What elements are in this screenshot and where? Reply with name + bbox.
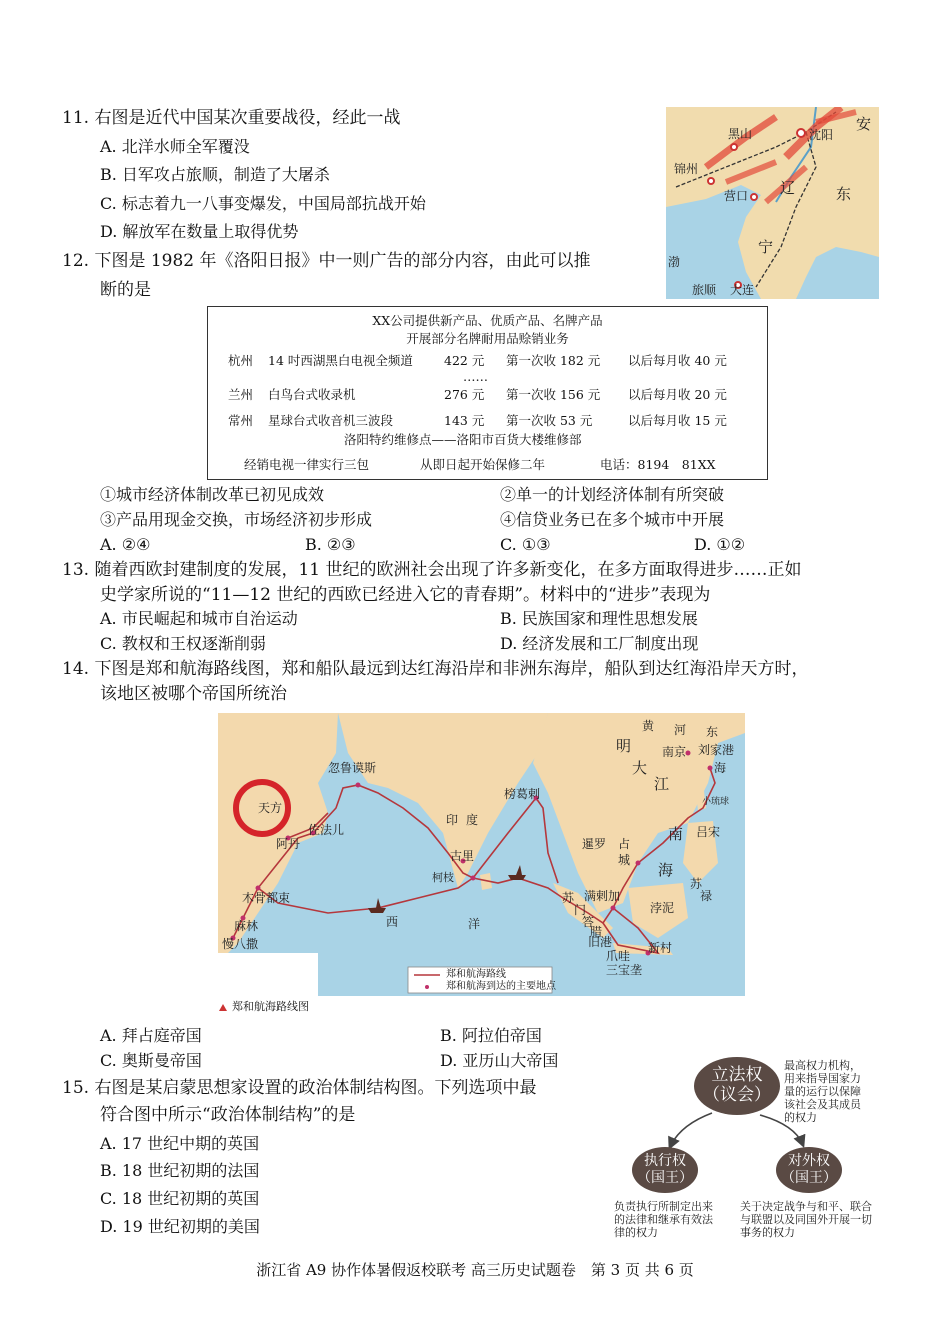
q11-option-b: B. 日军攻占旅顺，制造了大屠杀 <box>100 165 330 184</box>
ad-row3-item: 星球台式收音机三波段 <box>268 413 394 428</box>
executive-desc-line: 负责执行所制定出来 <box>614 1200 713 1213</box>
q14-stem-line1: 14. 下图是郑和航海路线图，郑和船队最远到达红海沿岸和非洲东海岸，船队到达红海沿岸天方时， <box>62 659 809 679</box>
q14-label-adan: 阿丹 <box>276 837 301 851</box>
q14-label-hai1: 海 <box>714 761 727 775</box>
q11-label-liao: 辽 <box>780 179 796 197</box>
legislative-label: 立法权 <box>711 1065 763 1085</box>
executive-node <box>632 1147 698 1193</box>
ad-title2: 开展部分名牌耐用品赊销业务 <box>406 331 569 346</box>
ad-row1-price: 422 元 <box>444 353 485 368</box>
q13-stem-line1: 13. 随着西欧封建制度的发展，11 世纪的欧洲社会出现了许多新变化，在多方面取得进步……正如 <box>62 560 802 580</box>
federative-desc-line: 事务的权力 <box>740 1226 795 1239</box>
q11-stem: 11. 右图是近代中国某次重要战役，经此一战 <box>62 108 401 128</box>
q14-label-da: 大 <box>632 759 648 777</box>
q14-option-d: D. 亚历山大帝国 <box>440 1051 559 1070</box>
q14-label-la: 腊 <box>590 925 603 939</box>
q12-option-b: B. ②③ <box>305 535 356 554</box>
legislative-description <box>784 1059 861 1124</box>
q11-label-dong: 东 <box>836 185 852 203</box>
federative-sub: （国王） <box>781 1170 837 1186</box>
federative-desc-line: 与联盟以及同国外开展一切 <box>740 1213 872 1226</box>
q14-label-he: 河 <box>674 723 687 737</box>
q14-label-su: 苏 <box>690 877 703 891</box>
q14-option-a: A. 拜占庭帝国 <box>100 1026 202 1045</box>
q14-label-tianfang: 天方 <box>258 801 283 815</box>
ad-row3-city: 常州 <box>228 413 254 428</box>
ad-footer-right: 电话：8194 81XX <box>600 457 716 472</box>
q14-label-malin: 麻林 <box>234 919 259 933</box>
federative-desc-line: 关于决定战争与和平、联合 <box>740 1200 872 1213</box>
ad-footer-mid: 从即日起开始保修二年 <box>420 457 546 472</box>
q15-option-d: D. 19 世纪初期的美国 <box>100 1217 260 1236</box>
q12-option-d: D. ①② <box>694 535 746 554</box>
q11-label-jinzhou: 锦州 <box>674 162 699 176</box>
q14-label-zhan: 占 <box>618 837 631 851</box>
q14-label-nanjing: 南京 <box>662 745 687 759</box>
q11-label-bo: 渤 <box>668 255 681 269</box>
q13-option-c: C. 教权和王权逐渐削弱 <box>100 634 266 653</box>
q11-label-lvshun: 旅顺 <box>692 283 717 297</box>
q14-label-ming: 明 <box>616 737 632 755</box>
ad-row1-monthly: 以后每月收 40 元 <box>628 353 727 368</box>
q15-option-a: A. 17 世纪中期的英国 <box>100 1134 260 1153</box>
q14-option-c: C. 奥斯曼帝国 <box>100 1051 202 1070</box>
q11-label-heishan: 黑山 <box>728 127 753 141</box>
q14-label-manbasa: 慢八撒 <box>222 937 259 951</box>
ad-footer-left: 经销电视一律实行三包 <box>244 457 370 472</box>
q14-label-jiang: 江 <box>654 775 670 793</box>
q11-map-graphic <box>666 107 879 299</box>
q12-statement-1: ①城市经济体制改革已初见成效 <box>100 485 325 504</box>
q14-label-cheng: 城 <box>618 853 631 867</box>
q14-label-boni: 浡泥 <box>650 901 675 915</box>
ad-title1: XX公司提供新产品、优质产品、名牌产品 <box>372 313 603 328</box>
q12-stem-line2: 断的是 <box>100 280 151 300</box>
federative-description <box>740 1200 872 1239</box>
ad-row2-first: 第一次收 156 元 <box>506 387 601 402</box>
q14-label-dong: 东 <box>706 725 719 739</box>
ad-row2-item: 白鸟台式收录机 <box>268 387 356 402</box>
q14-label-men: 门 <box>574 903 587 917</box>
q14-label-yin: 印 <box>446 813 459 827</box>
q12-option-c: C. ①③ <box>500 535 551 554</box>
federative-node <box>776 1147 842 1193</box>
ad-ellipsis: …… <box>463 369 488 384</box>
ad-row3-price: 143 元 <box>444 413 485 428</box>
ad-repair: 洛阳特约维修点——洛阳市百货大楼维修部 <box>344 432 582 447</box>
ad-row1-first: 第一次收 182 元 <box>506 353 601 368</box>
legislative-desc-line: 量的运行以保障 <box>784 1085 861 1098</box>
q14-label-liujiagang: 刘家港 <box>698 743 735 757</box>
q11-label-dalian: 大连 <box>730 283 755 297</box>
q11-label-shenyang: 沈阳 <box>809 128 834 142</box>
q12-advertisement <box>207 306 768 480</box>
q14-label-xincun: 新村 <box>648 941 673 955</box>
q11-label-an: 安 <box>856 115 872 133</box>
q15-option-c: C. 18 世纪初期的英国 <box>100 1189 260 1208</box>
q14-label-zuofaer: 佐法儿 <box>308 823 345 837</box>
q14-label-yang: 洋 <box>468 917 481 931</box>
legislative-sub: （议会） <box>703 1085 771 1105</box>
q14-option-b: B. 阿拉伯帝国 <box>440 1026 542 1045</box>
ad-row3-monthly: 以后每月收 15 元 <box>628 413 727 428</box>
q14-label-jiugang: 旧港 <box>588 935 613 949</box>
ad-row3-first: 第一次收 53 元 <box>506 413 593 428</box>
q12-option-a: A. ②④ <box>100 535 151 554</box>
q11-option-c: C. 标志着九一八事变爆发，中国局部抗战开始 <box>100 194 426 213</box>
q15-stem-line2: 符合图中所示“政治体制结构”的是 <box>100 1105 356 1125</box>
q14-label-hulumosi: 忽鲁谟斯 <box>328 761 377 775</box>
legislative-desc-line: 最高权力机构， <box>784 1059 861 1072</box>
q14-label-manlajia: 满剌加 <box>584 889 621 903</box>
executive-sub: （国王） <box>637 1170 693 1186</box>
q13-option-b: B. 民族国家和理性思想发展 <box>500 609 698 628</box>
q11-label-ning: 宁 <box>758 238 774 256</box>
q15-stem-line1: 15. 右图是某启蒙思想家设置的政治体制结构图。下列选项中最 <box>62 1078 537 1098</box>
q11-label-yingkou: 营口 <box>724 189 749 203</box>
q11-battle-map <box>666 107 879 299</box>
q13-option-d: D. 经济发展和工厂制度出现 <box>500 634 699 653</box>
q15-diagram <box>610 1055 900 1245</box>
q14-label-mugudushu: 木骨都束 <box>242 891 291 905</box>
q12-statement-4: ④信贷业务已在多个城市中开展 <box>500 510 725 529</box>
q14-label-xiaoliuqiu: 小琉球 <box>702 797 730 807</box>
q14-label-zhuawa: 爪哇 <box>606 949 631 963</box>
q14-label-xianluo: 暹罗 <box>582 837 607 851</box>
page-footer: 浙江省 A9 协作体暑假返校联考 高三历史试题卷 第 3 页 共 6 页 <box>256 1261 694 1279</box>
q14-legend-points: 郑和航海到达的主要地点 <box>446 981 556 992</box>
q12-statement-3: ③产品用现金交换，市场经济初步形成 <box>100 510 373 529</box>
q14-label-du: 度 <box>466 813 479 827</box>
q13-option-a: A. 市民崛起和城市自治运动 <box>100 609 298 628</box>
ad-row2-city: 兰州 <box>228 387 254 402</box>
q14-legend-route: 郑和航海路线 <box>446 969 506 980</box>
q14-label-guli: 古里 <box>450 849 475 863</box>
q14-label-xi: 西 <box>386 915 399 929</box>
q14-label-huang: 黄 <box>642 719 655 733</box>
q14-zhenghe-map <box>218 713 745 996</box>
legislative-desc-line: 的权力 <box>784 1111 817 1124</box>
q14-label-kezhi: 柯枝 <box>432 871 454 884</box>
q12-statement-2: ②单一的计划经济体制有所突破 <box>500 485 725 504</box>
ad-row1-item: 14 吋西湖黑白电视全频道 <box>268 353 413 368</box>
q14-label-lu: 禄 <box>700 889 713 903</box>
q14-stem-line2: 该地区被哪个帝国所统治 <box>100 684 287 704</box>
legislative-desc-line: 用来指导国家力 <box>784 1072 861 1085</box>
q14-caption-marker-icon <box>219 1004 227 1011</box>
ad-row1-city: 杭州 <box>228 353 254 368</box>
q14-label-lvsong: 吕宋 <box>696 825 721 839</box>
q14-label-bangelaci: 榜葛剌 <box>504 787 541 801</box>
federative-label: 对外权 <box>788 1153 830 1169</box>
q14-label-su2: 苏 <box>562 891 575 905</box>
q13-stem-line2: 史学家所说的“11—12 世纪的西欧已经进入它的青春期”。材料中的“进步”表现为 <box>100 585 711 605</box>
executive-description <box>614 1200 713 1239</box>
q14-label-sanbaolong: 三宝垄 <box>606 963 643 977</box>
q11-option-a: A. 北洋水师全军覆没 <box>100 137 250 156</box>
q14-label-nan: 南 <box>668 825 684 843</box>
q14-label-da2: 答 <box>582 915 595 929</box>
q15-option-b: B. 18 世纪初期的法国 <box>100 1161 260 1180</box>
legislative-node <box>694 1057 780 1115</box>
executive-desc-line: 律的权力 <box>614 1226 658 1239</box>
ad-row2-price: 276 元 <box>444 387 485 402</box>
legislative-desc-line: 该社会及其成员 <box>784 1098 861 1111</box>
q11-option-d: D. 解放军在数量上取得优势 <box>100 222 299 241</box>
executive-desc-line: 的法律和继承有效法 <box>614 1213 713 1226</box>
q12-stem-line1: 12. 下图是 1982 年《洛阳日报》中一则广告的部分内容，由此可以推 <box>62 251 591 271</box>
q14-caption: 郑和航海路线图 <box>232 1000 309 1013</box>
ad-row2-monthly: 以后每月收 20 元 <box>628 387 727 402</box>
executive-label: 执行权 <box>644 1153 686 1169</box>
q14-label-hai2: 海 <box>658 861 674 879</box>
